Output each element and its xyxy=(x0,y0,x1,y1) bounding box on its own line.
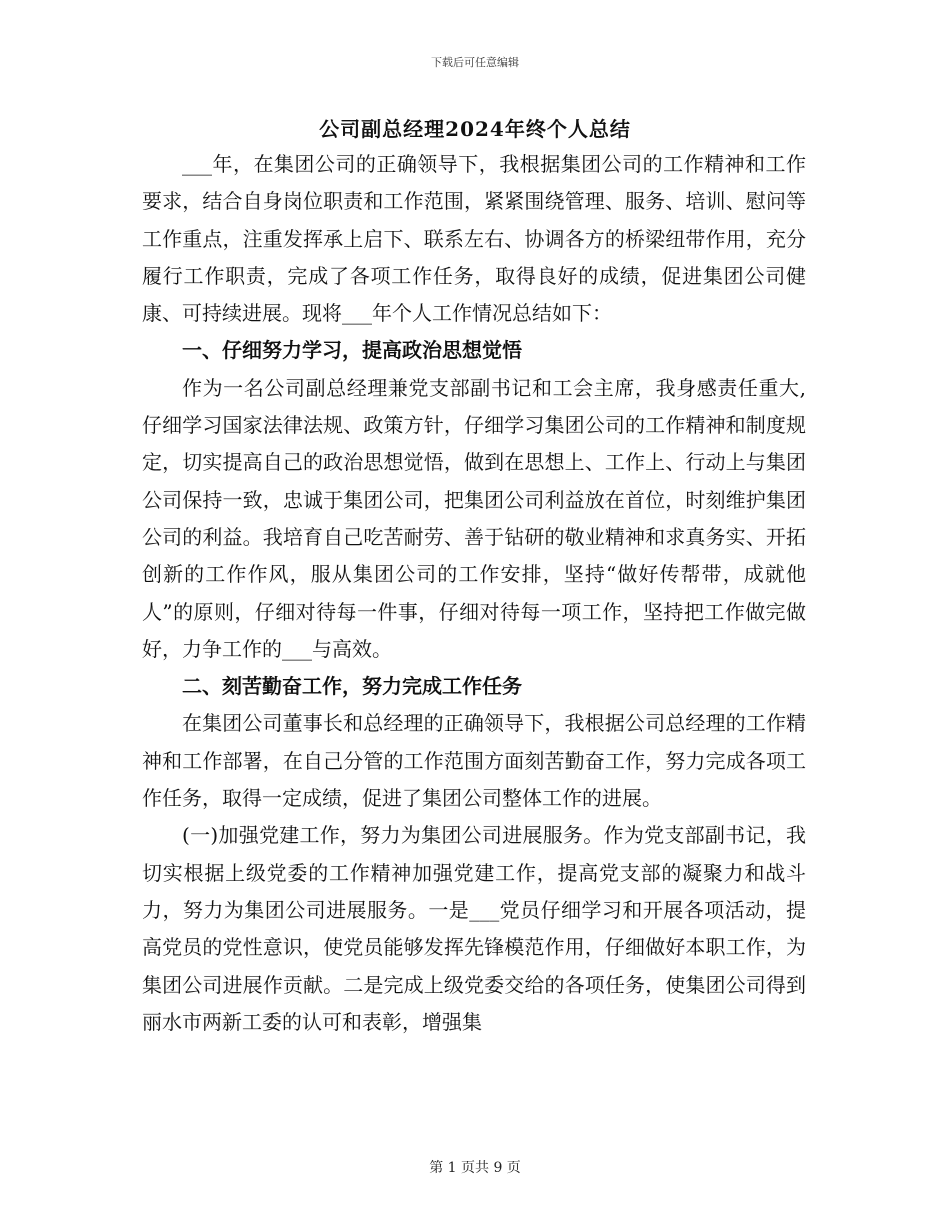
paragraph-work: 在集团公司董事长和总经理的正确领导下，我根据公司总经理的工作精神和工作部署，在自己分管的工作范围方面刻苦勤奋工作，努力完成各项工作任务，取得一定成绩，促进了集团公司整体工作的进展。 xyxy=(142,711,806,811)
paragraph-intro: ___年，在集团公司的正确领导下，我根据集团公司的工作精神和工作要求，结合自身岗位职责和工作范围，紧紧围绕管理、服务、培训、慰问等工作重点，注重发挥承上启下、联系左右、协调各方的桥梁纽带作用，充分履行工作职责，完成了各项工作任务，取得良好的成绩，促进集团公司健康、可持续进展。现将___年个人工作情况总结如下： xyxy=(142,152,806,326)
section-heading-2: 二、刻苦勤奋工作，努力完成工作任务 xyxy=(182,674,522,699)
page-header-note: 下载后可任意编辑 xyxy=(431,56,519,69)
paragraph-party-building: (一)加强党建工作，努力为集团公司进展服务。作为党支部副书记，我切实根据上级党委的工作精神加强党建工作，提高党支部的凝聚力和战斗力，努力为集团公司进展服务。一是___党员仔细学习和开展各项活动，提高党员的党性意识，使党员能够发挥先锋模范作用，仔细做好本职工作，为集团公司进展作贡献。二是完成上级党委交给的各项任务，使集团公司得到丽水市两新工委的认可和表彰，增强集 xyxy=(142,823,806,1034)
document-body xyxy=(142,146,806,1041)
page-footer-number: 第 1 页共 9 页 xyxy=(429,1160,521,1176)
section-heading-1: 一、仔细努力学习，提高政治思想觉悟 xyxy=(182,338,522,363)
paragraph-study: 作为一名公司副总经理兼党支部副书记和工会主席，我身感责任重大,仔细学习国家法律法规、政策方针，仔细学习集团公司的工作精神和制度规定，切实提高自己的政治思想觉悟，做到在思想上、工作上、行动上与集团公司保持一致，忠诚于集团公司，把集团公司利益放在首位，时刻维护集团公司的利益。我培育自己吃苦耐劳、善于钻研的敬业精神和求真务实、开拓创新的工作作风，服从集团公司的工作安排，坚持“做好传帮带，成就他人”的原则，仔细对待每一件事，仔细对待每一项工作，坚持把工作做完做好，力争工作的___与高效。 xyxy=(142,375,806,661)
document-title: 公司副总经理2024年终个人总结 xyxy=(319,117,631,141)
